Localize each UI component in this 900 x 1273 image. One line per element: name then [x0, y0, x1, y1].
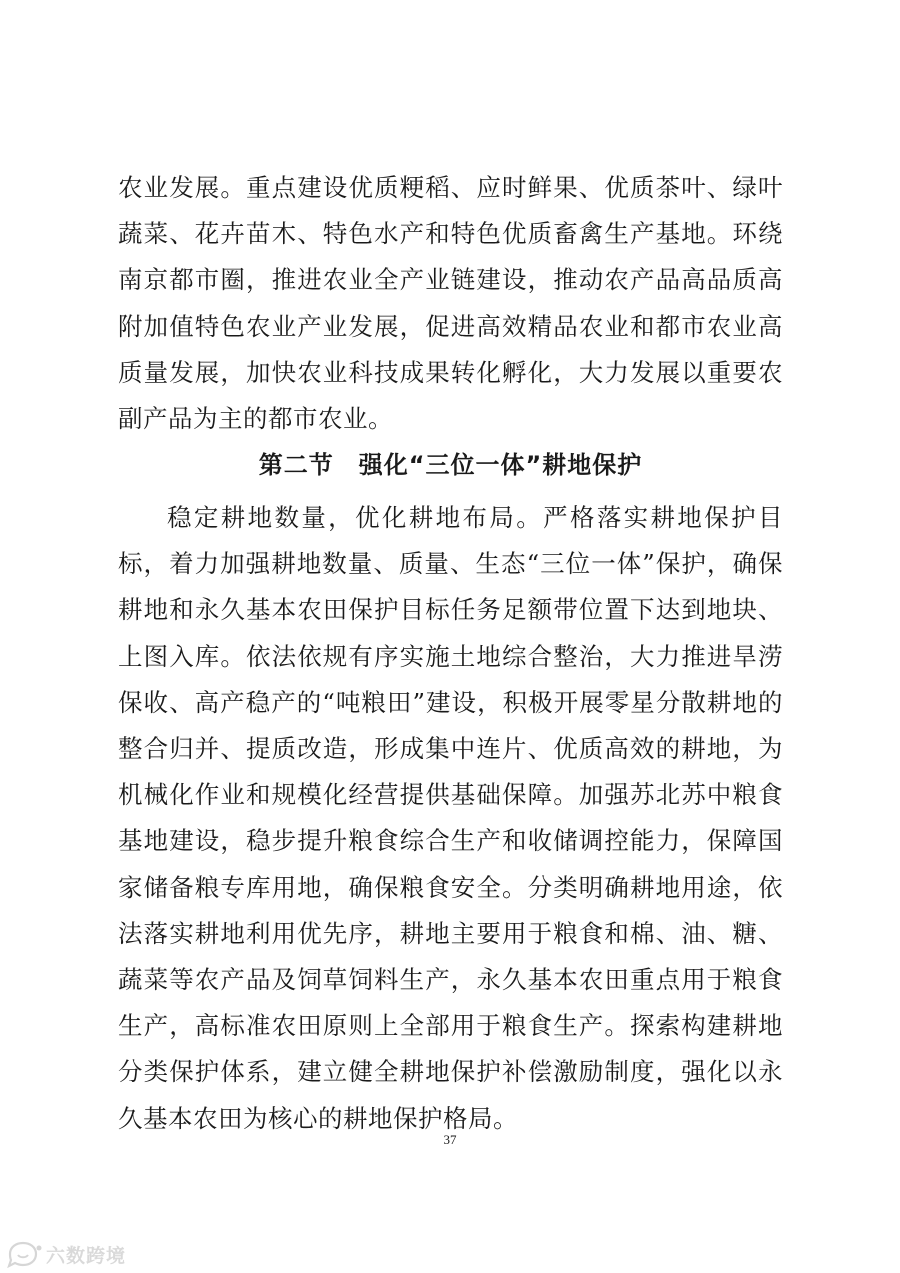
page-number: 37: [443, 1132, 457, 1147]
watermark-text: 六数跨境: [46, 1244, 127, 1267]
watermark: [6, 1238, 126, 1270]
body-paragraph-continued: 农业发展。重点建设优质粳稻、应时鲜果、优质茶叶、绿叶蔬菜、花卉苗木、特色水产和特色优质畜禽生产基地。环绕南京都市圈，推进农业全产业链建设，推动农产品高品质高附加值特色农业产业发展，促进高效精品农业和都市农业高质量发展，加快农业科技成果转化孵化，大力发展以重要农副产品为主的都市农业。: [118, 173, 783, 434]
body-paragraph-farmland-protection: 稳定耕地数量，优化耕地布局。严格落实耕地保护目标，着力加强耕地数量、质量、生态“三位一体”保护，确保耕地和永久基本农田保护目标任务足额带位置下达到地块、上图入库。依法依规有序实施土地综合整治，大力推进旱涝保收、高产稳产的“吨粮田”建设，积极开展零星分散耕地的整合归并、提质改造，形成集中连片、优质高效的耕地，为机械化作业和规模化经营提供基础保障。加强苏北苏中粮食基地建设，稳步提升粮食综合生产和收储调控能力，保障国家储备粮专库用地，确保粮食安全。分类明确耕地用途，依法落实耕地利用优先序，耕地主要用于粮食和棉、油、糖、蔬菜等农产品及饲草饲料生产，永久基本农田重点用于粮食生产，高标准农田原则上全部用于粮食生产。探索构建耕地分类保护体系，建立健全耕地保护补偿激励制度，强化以永久基本农田为核心的耕地保护格局。: [118, 503, 783, 1133]
section-heading: 第二节 强化“三位一体”耕地保护: [258, 451, 643, 479]
chat-bubble-logo-icon: [6, 1240, 42, 1268]
